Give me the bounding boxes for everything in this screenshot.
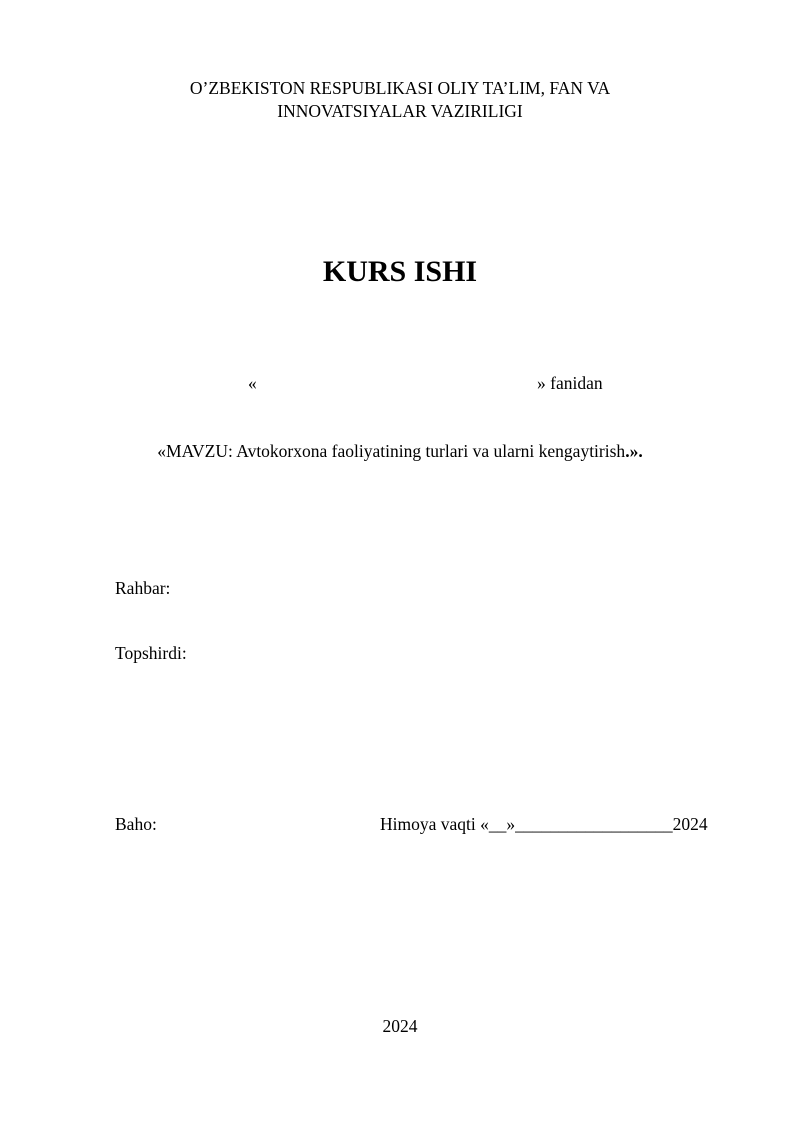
ministry-line-2: INNOVATSIYALAR VAZIRILIGI — [277, 101, 523, 121]
ministry-header — [0, 77, 800, 123]
supervisor-label: Rahbar: — [115, 578, 171, 598]
defense-date-field: Himoya vaqti «__»__________________2024 — [380, 814, 708, 834]
ministry-line-1: O’ZBEKISTON RESPUBLIKASI OLIY TA’LIM, FAN VA — [189, 78, 611, 98]
topic-text: «MAVZU: Avtokorxona faoliyatining turlari va ularni kengaytirish — [157, 441, 626, 461]
submitted-by-label: Topshirdi: — [115, 643, 187, 663]
footer-year: 2024 — [382, 1016, 418, 1036]
subject-open-quote: « — [248, 373, 257, 393]
grade-label: Baho: — [115, 814, 157, 834]
topic-line — [0, 441, 800, 462]
document-title: KURS ISHI — [322, 255, 478, 288]
subject-label: » fanidan — [537, 373, 603, 393]
topic-end-quote: .». — [625, 441, 643, 461]
